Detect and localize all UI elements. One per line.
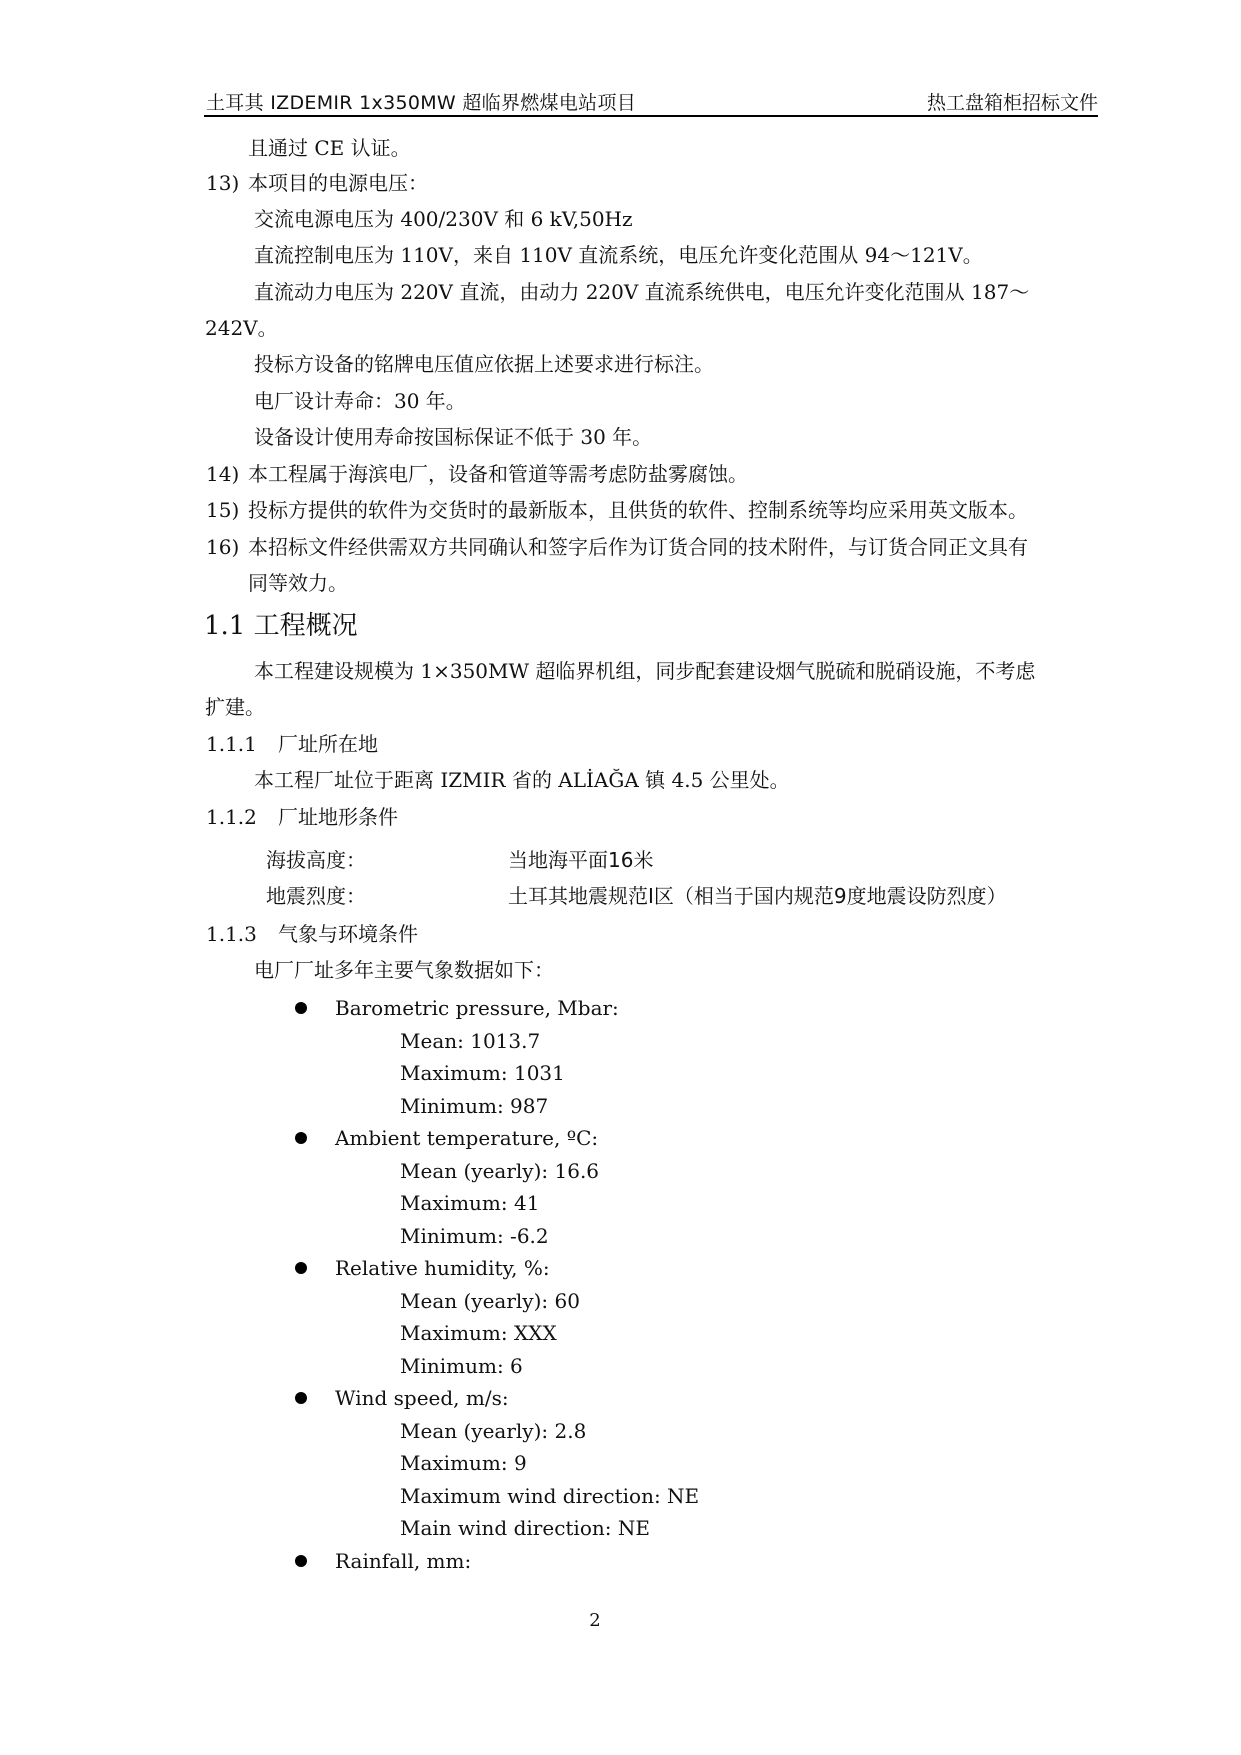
- bullet-icon: [295, 1555, 307, 1567]
- subsection-1-1-1-number: 1.1.1: [206, 732, 257, 756]
- weather-humidity-mean: Mean (yearly): 60: [400, 1289, 580, 1313]
- item-13-dc-control-voltage: 直流控制电压为 110V，来自 110V 直流系统，电压允许变化范围从 94～121V。: [254, 243, 983, 267]
- item-13-title: 本项目的电源电压：: [248, 171, 428, 195]
- weather-pressure-mean: Mean: 1013.7: [400, 1029, 541, 1053]
- weather-pressure-min: Minimum: 987: [400, 1094, 549, 1118]
- bullet-icon: [295, 1262, 307, 1274]
- weather-humidity-title: Relative humidity, %:: [335, 1256, 550, 1280]
- weather-temperature-max: Maximum: 41: [400, 1191, 540, 1215]
- header-document-title: 热工盘箱柜招标文件: [926, 92, 1098, 114]
- section-intro-cont: 扩建。: [205, 695, 265, 719]
- weather-humidity-max: Maximum: XXX: [400, 1321, 557, 1345]
- bullet-icon: [295, 1132, 307, 1144]
- header-divider: [204, 115, 1098, 117]
- weather-temperature-min: Minimum: -6.2: [400, 1224, 549, 1248]
- weather-wind-max: Maximum: 9: [400, 1451, 527, 1475]
- item-15-number: 15): [206, 498, 240, 522]
- bullet-icon: [295, 1002, 307, 1014]
- weather-wind-main-direction: Main wind direction: NE: [400, 1516, 650, 1540]
- weather-rainfall-title: Rainfall, mm:: [335, 1549, 472, 1573]
- weather-temperature-title: Ambient temperature, ºC:: [335, 1126, 599, 1150]
- item-13-plant-life: 电厂设计寿命：30 年。: [254, 389, 466, 413]
- seismic-label: 地震烈度：: [266, 884, 366, 908]
- item-16-text-cont: 同等效力。: [248, 571, 348, 595]
- item-13-dc-power-voltage-cont: 242V。: [205, 316, 278, 340]
- continuation-line: 且通过 CE 认证。: [248, 136, 411, 160]
- weather-humidity-min: Minimum: 6: [400, 1354, 523, 1378]
- item-16-number: 16): [206, 535, 240, 559]
- page-number: 2: [589, 1610, 601, 1631]
- item-13-number: 13): [206, 171, 240, 195]
- section-heading: 1.1 工程概况: [204, 611, 358, 641]
- subsection-1-1-3-number: 1.1.3: [206, 922, 257, 946]
- subsection-1-1-2-title: 厂址地形条件: [278, 805, 398, 829]
- weather-intro: 电厂厂址多年主要气象数据如下：: [254, 958, 554, 982]
- weather-wind-max-direction: Maximum wind direction: NE: [400, 1484, 700, 1508]
- subsection-1-1-1-title: 厂址所在地: [278, 732, 378, 756]
- bullet-icon: [295, 1392, 307, 1404]
- weather-temperature-mean: Mean (yearly): 16.6: [400, 1159, 600, 1183]
- section-intro: 本工程建设规模为 1×350MW 超临界机组，同步配套建设烟气脱硫和脱硝设施，不考虑: [254, 659, 1036, 683]
- item-14-number: 14): [206, 462, 240, 486]
- item-13-ac-voltage: 交流电源电压为 400/230V 和 6 kV,50Hz: [254, 207, 633, 231]
- item-13-equipment-life: 设备设计使用寿命按国标保证不低于 30 年。: [254, 425, 653, 449]
- weather-pressure-title: Barometric pressure, Mbar:: [335, 996, 619, 1020]
- subsection-1-1-3-title: 气象与环境条件: [278, 922, 418, 946]
- item-15-text: 投标方提供的软件为交货时的最新版本，且供货的软件、控制系统等均应采用英文版本。: [248, 498, 1028, 522]
- weather-pressure-max: Maximum: 1031: [400, 1061, 565, 1085]
- site-location-text: 本工程厂址位于距离 IZMIR 省的 ALİAĞA 镇 4.5 公里处。: [254, 768, 790, 792]
- subsection-1-1-2-number: 1.1.2: [206, 805, 257, 829]
- item-13-dc-power-voltage: 直流动力电压为 220V 直流，由动力 220V 直流系统供电，电压允许变化范围从 187～: [254, 280, 1030, 304]
- seismic-value: 土耳其地震规范Ⅰ区（相当于国内规范9度地震设防烈度）: [508, 884, 1007, 908]
- item-14-text: 本工程属于海滨电厂，设备和管道等需考虑防盐雾腐蚀。: [248, 462, 748, 486]
- weather-wind-mean: Mean (yearly): 2.8: [400, 1419, 587, 1443]
- weather-wind-title: Wind speed, m/s:: [335, 1386, 509, 1410]
- item-13-nameplate: 投标方设备的铭牌电压值应依据上述要求进行标注。: [254, 352, 714, 376]
- item-16-text: 本招标文件经供需双方共同确认和签字后作为订货合同的技术附件，与订货合同正文具有: [248, 535, 1028, 559]
- altitude-label: 海拔高度：: [266, 848, 366, 872]
- altitude-value: 当地海平面16米: [508, 848, 654, 872]
- header-project-title: 土耳其 IZDEMIR 1x350MW 超临界燃煤电站项目: [206, 92, 637, 114]
